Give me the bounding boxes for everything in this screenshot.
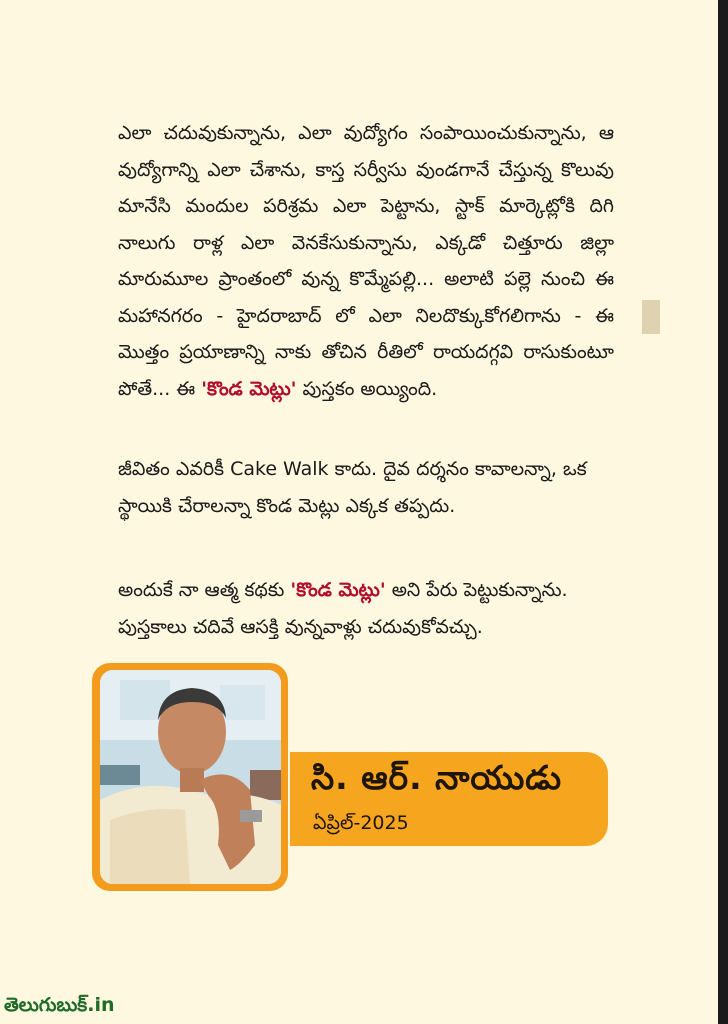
- author-date: ఏప్రిల్-2025: [313, 812, 409, 834]
- intro-text-end: పుస్తకం అయ్యింది.: [296, 377, 438, 400]
- closing-text: అందుకే నా ఆత్మ కథకు: [118, 579, 291, 601]
- intro-paragraph: [118, 115, 614, 407]
- intro-text: ఎలా చదువుకున్నాను, ఎలా వుద్యోగం సంపాయించుకున్నాను, ఆ వుద్యోగాన్ని ఎలా చేశాను, కాస్త సర్వీసు వుండగానే చేస్తున్న కొలువు మానేసి మందుల పరిశ్రమ ఎలా పెట్టాను, స్టాక్ మార్కెట్లోకి దిగి నాలుగు రాళ్ల ఎలా వెనకేసుకున్నాను, ఎక్కడో చిత్తూరు జిల్లా మారుమూల ప్రాంతంలో వున్న కొమ్మేపల్లి... అలాటి పల్లె నుంచి ఈ మహానగరం - హైదరాబాద్ లో ఎలా నిలదొక్కుకోగలిగాను - ఈ మొత్తం ప్రయాణాన్ని నాకు తోచిన రీతిలో రాయదగ్గవి రాసుకుంటూ పోతే... ఈ: [118, 122, 614, 400]
- closing-text-end: అని పేరు పెట్టుకున్నాను. పుస్తకాలు చదివే ఆసక్తి వున్నవాళ్లు చదువుకోవచ్చు.: [118, 579, 568, 638]
- book-title-highlight: 'కొండ మెట్లు': [201, 377, 297, 400]
- page-edge-shadow: [718, 0, 728, 1024]
- tape-mark: [642, 300, 660, 334]
- closing-paragraph: [118, 572, 614, 645]
- site-watermark: తెలుగుబుక్.in: [4, 994, 115, 1016]
- author-name: సి. ఆర్. నాయుడు: [311, 758, 563, 797]
- author-portrait-image: [100, 670, 281, 884]
- author-portrait-icon: [100, 670, 281, 884]
- life-paragraph: జీవితం ఎవరికీ Cake Walk కాదు. దైవ దర్శనం కావాలన్నా, ఒక స్థాయికి చేరాలన్నా కొండ మెట్లు ఎక్కక తప్పదు.: [118, 458, 587, 517]
- book-title-highlight-2: 'కొండ మెట్లు': [290, 579, 386, 601]
